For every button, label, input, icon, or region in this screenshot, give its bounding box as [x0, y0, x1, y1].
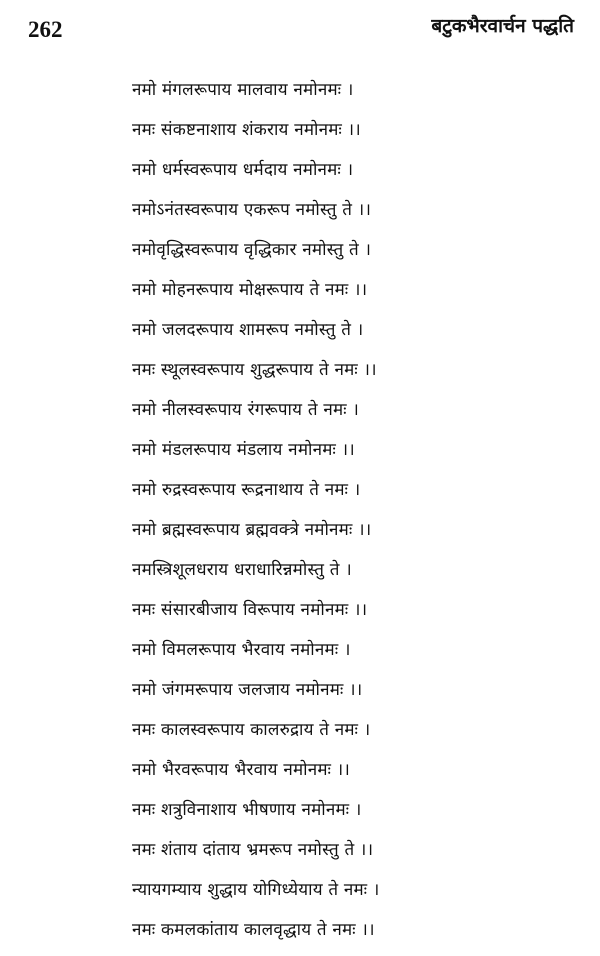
verse-line: नमस्त्रिशूलधराय धराधारिन्नमोस्तु ते । — [132, 560, 352, 580]
verse-line: नमो रुद्रस्वरूपाय रूद्रनाथाय ते नमः । — [132, 480, 361, 500]
verse-line: नमो जंगमरूपाय जलजाय नमोनमः ।। — [132, 680, 363, 700]
page-header — [0, 0, 600, 50]
verse-line: नमो ब्रह्मस्वरूपाय ब्रह्मवक्त्रे नमोनमः ।। — [132, 520, 372, 540]
verse-line: नमः कमलकांताय कालवृद्धाय ते नमः ।। — [132, 920, 375, 940]
page-number: 262 — [28, 17, 63, 42]
verse-line: नमो विमलरूपाय भैरवाय नमोनमः । — [132, 640, 351, 660]
verse-block — [132, 70, 572, 950]
verse-line: नमोवृद्धिस्वरूपाय वृद्धिकार नमोस्तु ते । — [132, 240, 372, 260]
verse-line: नमो नीलस्वरूपाय रंगरूपाय ते नमः । — [132, 400, 359, 420]
verse-line: नमो जलदरूपाय शामरूप नमोस्तु ते । — [132, 320, 364, 340]
verse-line: नमो धर्मस्वरूपाय धर्मदाय नमोनमः । — [132, 160, 354, 180]
verse-line: नमः कालस्वरूपाय कालरुद्राय ते नमः । — [132, 720, 371, 740]
verse-line: नमो मंडलरूपाय मंडलाय नमोनमः ।। — [132, 440, 355, 460]
verse-line: नमः संकष्टनाशाय शंकराय नमोनमः ।। — [132, 120, 361, 140]
verse-line: नमः शंताय दांताय भ्रमरूप नमोस्तु ते ।। — [132, 840, 374, 860]
verse-line: नमः स्थूलस्वरूपाय शुद्धरूपाय ते नमः ।। — [132, 360, 377, 380]
running-title: बटुकभैरवार्चन पद्धति — [431, 15, 574, 37]
verse-line: नमो मंगलरूपाय मालवाय नमोनमः । — [132, 80, 354, 100]
verse-line: नमः संसारबीजाय विरूपाय नमोनमः ।। — [132, 600, 368, 620]
verse-line: नमो मोहनरूपाय मोक्षरूपाय ते नमः ।। — [132, 280, 368, 300]
verse-line: न्यायगम्याय शुद्धाय योगिध्येयाय ते नमः । — [132, 880, 380, 900]
verse-line: नमोऽनंतस्वरूपाय एकरूप नमोस्तु ते ।। — [132, 200, 372, 220]
verse-line: नमः शत्रुविनाशाय भीषणाय नमोनमः । — [132, 800, 362, 820]
verse-line: नमो भैरवरूपाय भैरवाय नमोनमः ।। — [132, 760, 351, 780]
